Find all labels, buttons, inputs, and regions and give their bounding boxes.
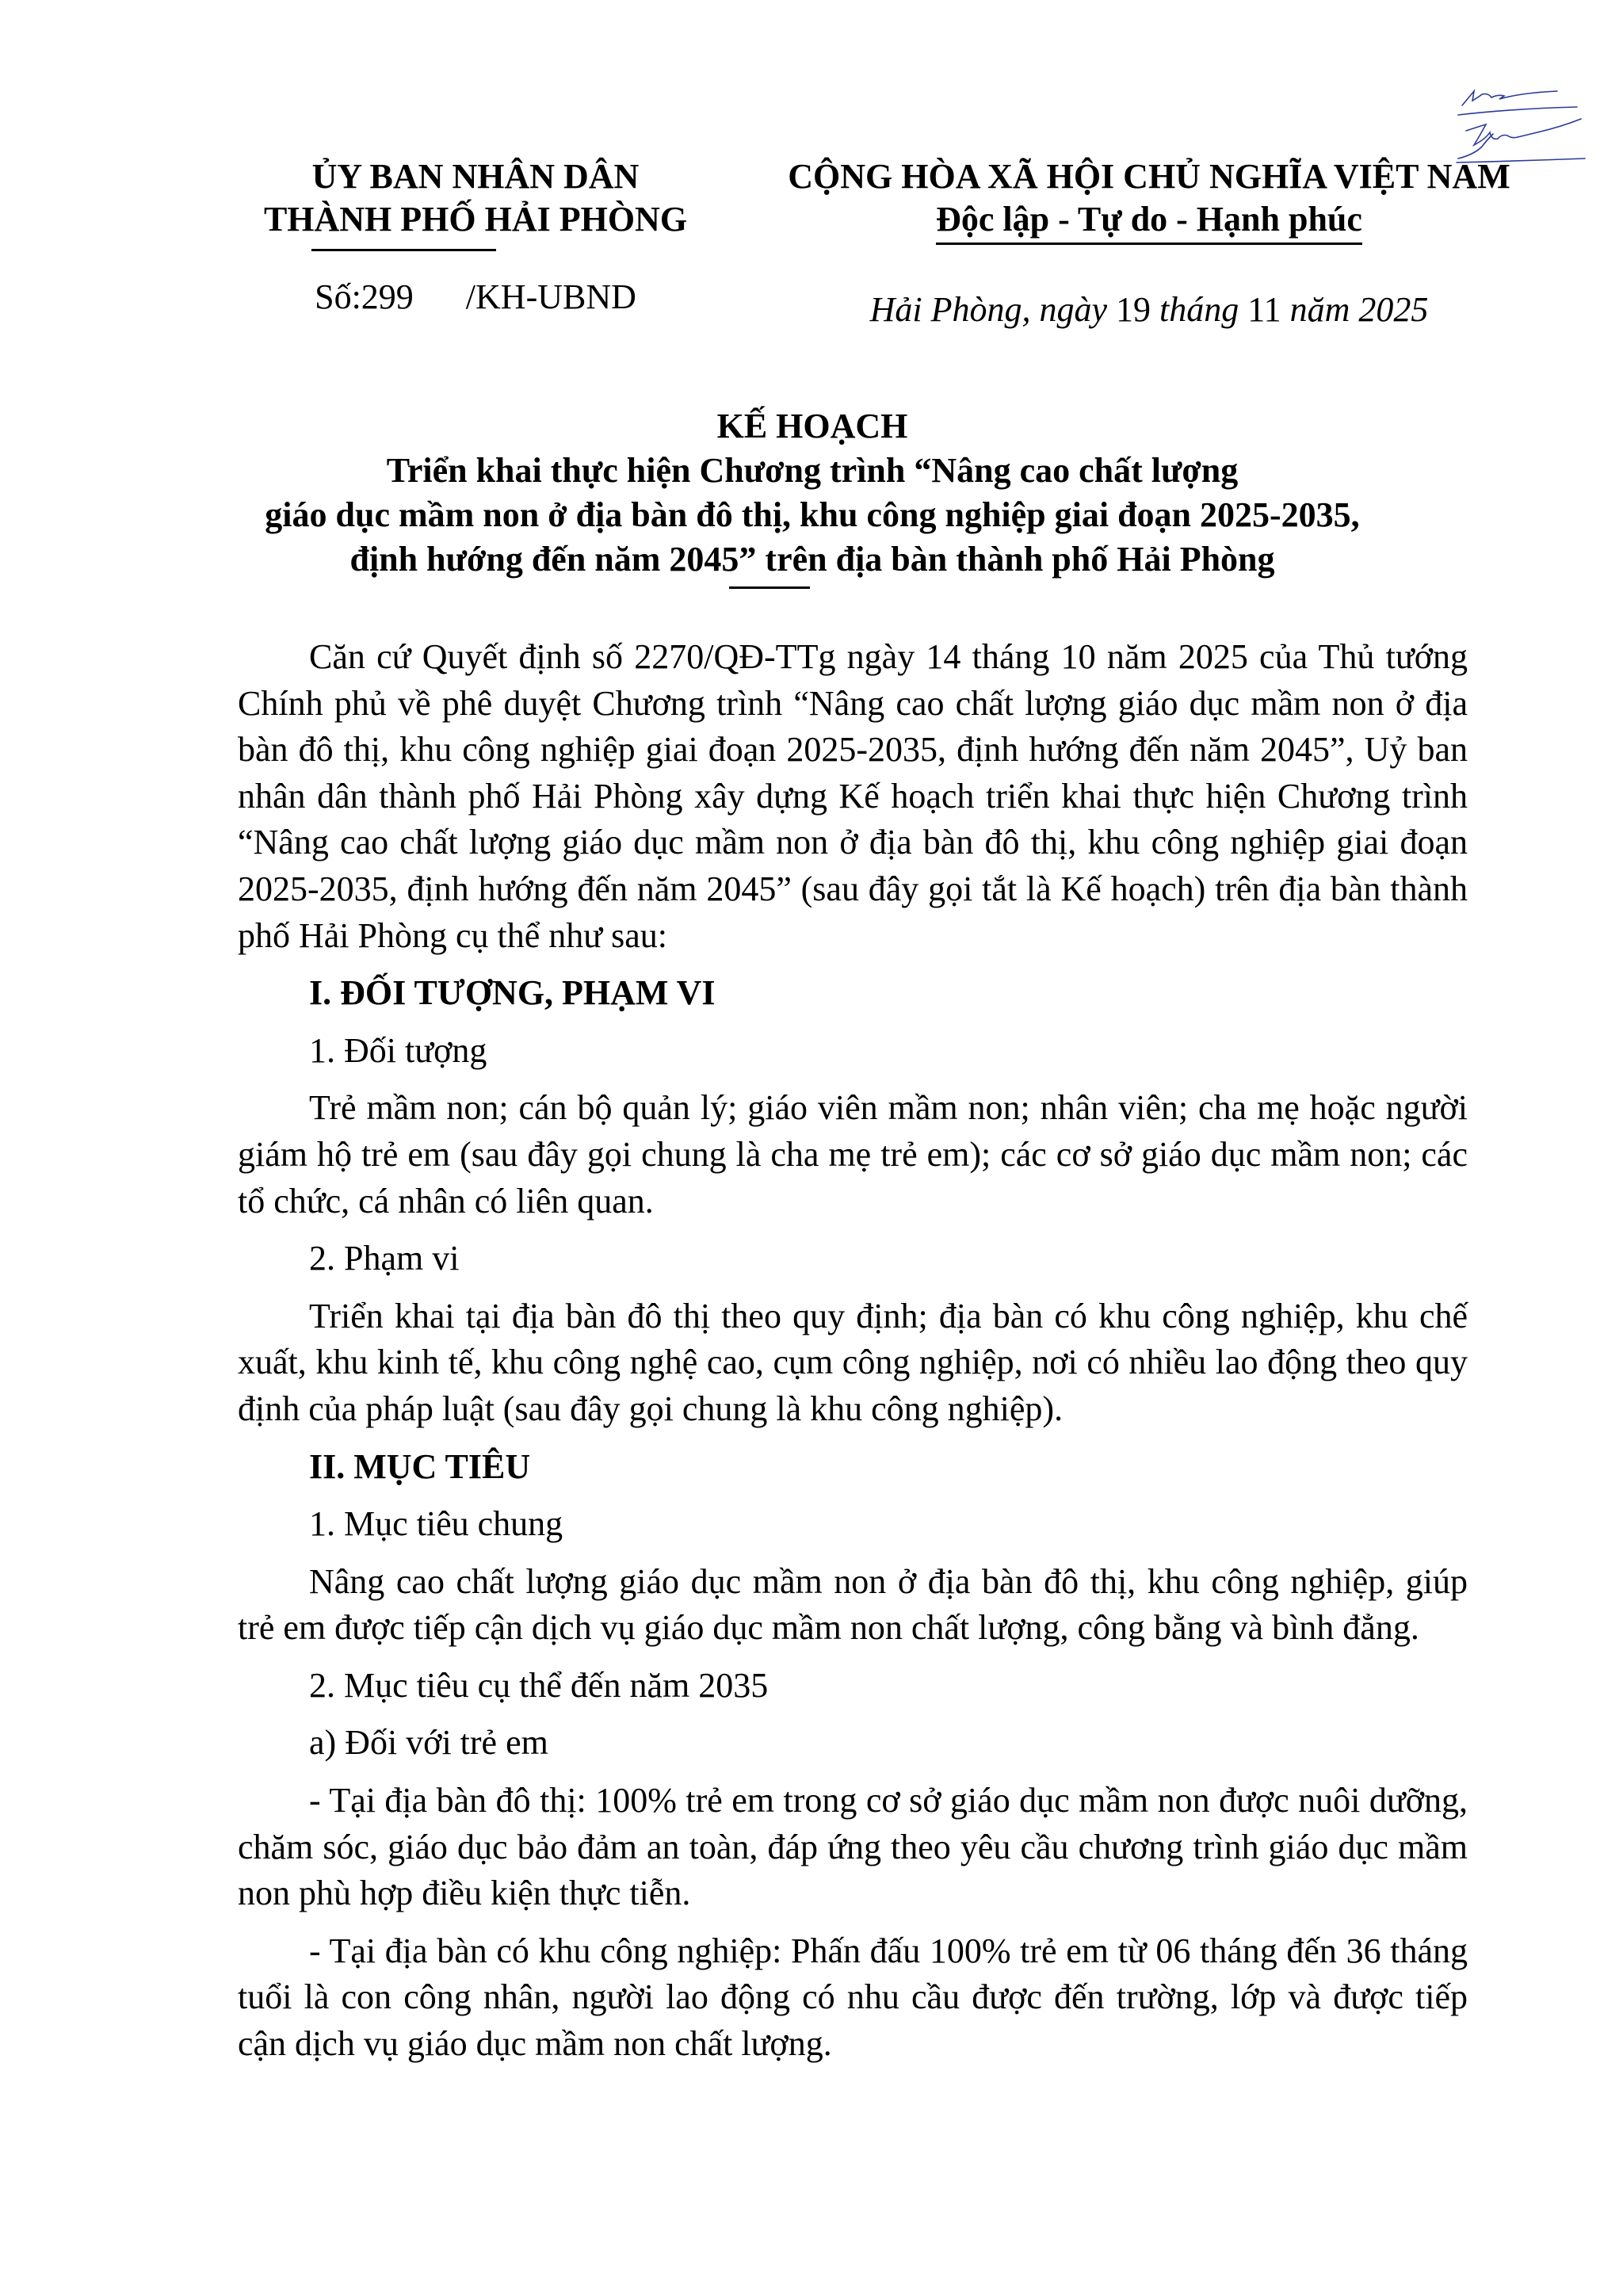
- issuing-authority: [198, 155, 753, 241]
- bullet-paragraph: - Tại địa bàn có khu công nghiệp: Phấn đấu 100% trẻ em từ 06 tháng đến 36 tháng tuổi là con công nhân, người lao động có nhu cầu được đến trường, lớp và được tiếp cận dịch vụ giáo dục mầm non chất lượng.: [238, 1931, 1468, 2064]
- national-title: [753, 155, 1545, 245]
- subsection-heading: 1. Mục tiêu chung: [309, 1504, 563, 1544]
- paragraph: Triển khai tại địa bàn đô thị theo quy định; địa bàn có khu công nghiệp, khu chế xuất, khu kinh tế, khu công nghệ cao, cụm công nghiệp, nơi có nhiều lao động theo quy định của pháp luật (sau đây gọi chung là khu công nghiệp).: [238, 1296, 1468, 1428]
- issue-date: [753, 288, 1545, 331]
- title-divider: [729, 586, 810, 589]
- subsection-heading: 1. Đối tượng: [309, 1030, 487, 1070]
- signature-mark-2: [1466, 119, 1581, 145]
- date-day: 19: [1116, 290, 1151, 329]
- title-line-3: định hướng đến năm 2045” trên địa bàn thành phố Hải Phòng: [349, 540, 1275, 579]
- section-heading-1: I. ĐỐI TƯỢNG, PHẠM VI: [309, 973, 716, 1013]
- date-month-label: tháng: [1151, 290, 1248, 329]
- date-month: 11: [1247, 290, 1281, 329]
- paragraph: Nâng cao chất lượng giáo dục mầm non ở địa bàn đô thị, khu công nghiệp, giúp trẻ em được tiếp cận dịch vụ giáo dục mầm non chất lượng, công bằng và bình đẳng.: [238, 1561, 1468, 1648]
- section-heading-2: II. MỤC TIÊU: [309, 1446, 531, 1486]
- paragraph: Trẻ mầm non; cán bộ quản lý; giáo viên mầm non; nhân viên; cha mẹ hoặc người giám hộ trẻ em (sau đây gọi chung là cha mẹ trẻ em); các cơ sở giáo dục mầm non; các tổ chức, cá nhân có liên quan.: [238, 1088, 1468, 1221]
- bullet-paragraph: - Tại địa bàn đô thị: 100% trẻ em trong cơ sở giáo dục mầm non được nuôi dưỡng, chăm sóc, giáo dục bảo đảm an toàn, đáp ứng theo yêu cầu chương trình giáo dục mầm non phù hợp điều kiện thực tiễn.: [238, 1781, 1468, 1913]
- subsection-heading: 2. Mục tiêu cụ thể đến năm 2035: [309, 1665, 769, 1705]
- authority-divider: [311, 249, 496, 251]
- country-name: CỘNG HÒA XÃ HỘI CHỦ NGHĨA VIỆT NAM: [788, 157, 1510, 196]
- authority-line-1: ỦY BAN NHÂN DÂN: [311, 157, 640, 196]
- title-heading: KẾ HOẠCH: [716, 407, 908, 445]
- title-line-1: Triển khai thực hiện Chương trình “Nâng cao chất lượng: [386, 451, 1239, 490]
- date-place: Hải Phòng, ngày: [869, 290, 1116, 329]
- item-heading: a) Đối với trẻ em: [309, 1723, 548, 1763]
- signature-line-1: [1458, 107, 1577, 115]
- authority-line-2: THÀNH PHỐ HẢI PHÒNG: [263, 200, 688, 239]
- date-year: năm 2025: [1281, 290, 1429, 329]
- document-number: Số:299 /KH-UBND: [315, 277, 636, 316]
- signature-mark-1: [1462, 91, 1557, 105]
- intro-paragraph: Căn cứ Quyết định số 2270/QĐ-TTg ngày 14 tháng 10 năm 2025 của Thủ tướng Chính phủ về phê duyệt Chương trình “Nâng cao chất lượng giáo dục mầm non ở địa bàn đô thị, khu công nghiệp giai đoạn 2025-2035, định hướng đến năm 2045”, Uỷ ban nhân dân thành phố Hải Phòng xây dựng Kế hoạch triển khai thực hiện Chương trình “Nâng cao chất lượng giáo dục mầm non ở địa bàn đô thị, khu công nghiệp giai đoạn 2025-2035, định hướng đến năm 2045” (sau đây gọi tắt là Kế hoạch) trên địa bàn thành phố Hải Phòng cụ thể như sau:: [238, 637, 1468, 955]
- title-line-2: giáo dục mầm non ở địa bàn đô thị, khu công nghiệp giai đoạn 2025-2035,: [265, 495, 1360, 534]
- document-title: [238, 404, 1387, 582]
- document-body: [238, 634, 1468, 2079]
- subsection-heading: 2. Phạm vi: [309, 1239, 460, 1278]
- national-motto: Độc lập - Tự do - Hạnh phúc: [936, 198, 1362, 245]
